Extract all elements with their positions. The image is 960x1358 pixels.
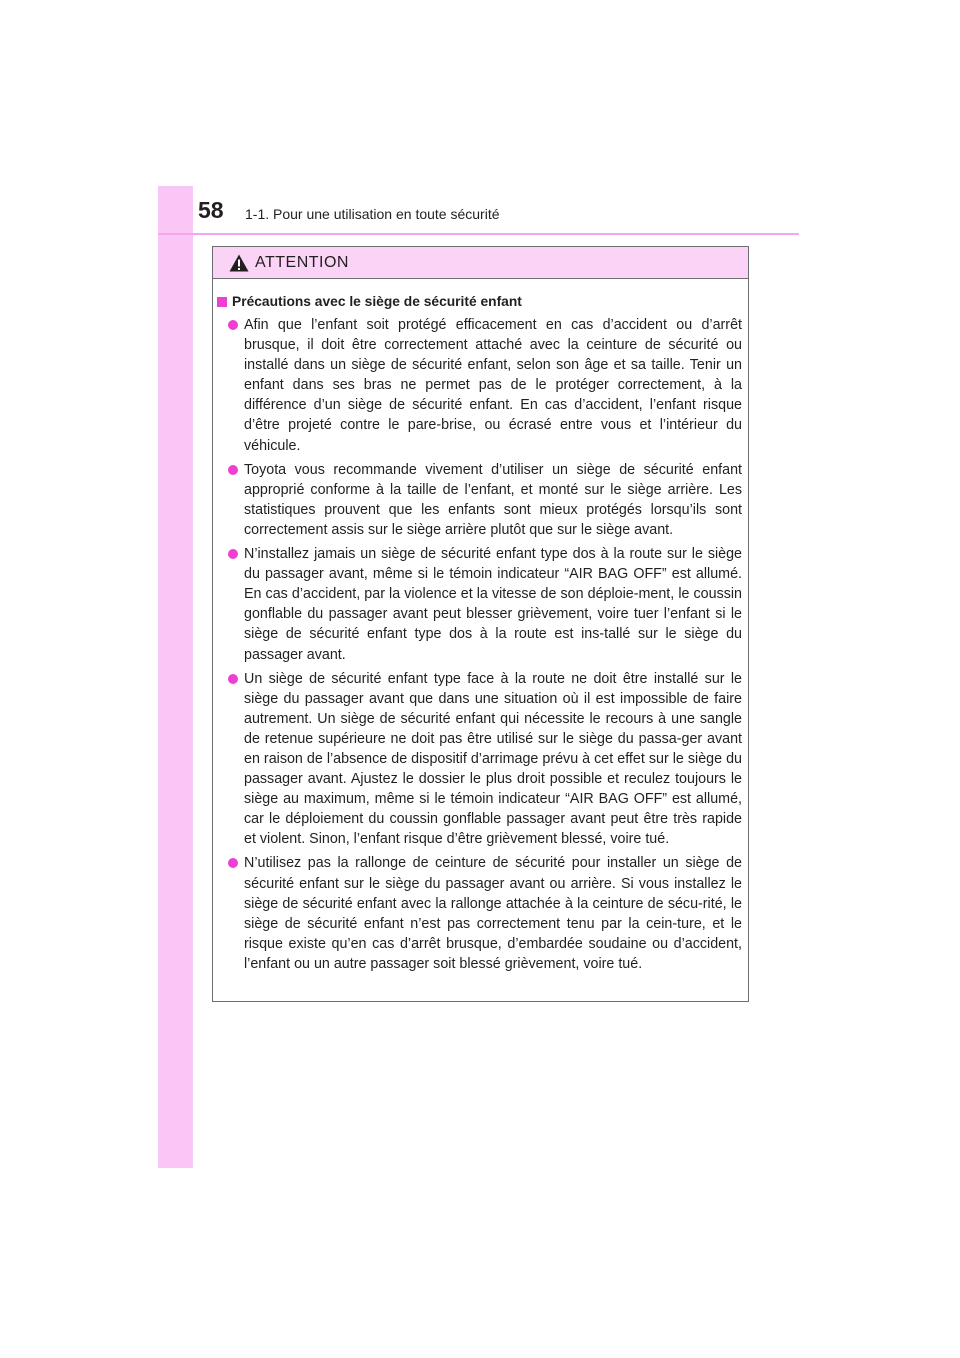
header-rule — [158, 233, 799, 235]
bullet-text: N’utilisez pas la rallonge de ceinture de sécurité pour installer un siège de sécurité enfant sur le siège du passager avant ou arrière. Si vous installez le siège de sécurité enfant avec la rallonge attachée à la ceinture de sécu-rité, le siège de sécurité enfant n’est pas correctement tenu par la cein-ture, et le risque existe qu’en cas d’arrêt brusque, d’embardée soudaine ou d’accident, l’enfant ou un autre passager soit blessé grièvement, voire tué. — [244, 855, 742, 972]
caution-box — [212, 246, 749, 1002]
bullet-text: Un siège de sécurité enfant type face à la route ne doit être installé sur le siège du passager avant que dans une situation où il est impossible de faire autrement. Un siège de sécurité enfant qui nécessite le recours à une sangle de retenue supérieure ne doit pas être utilisé sur le siège du passa-ger avant en raison de l’absence de dispositif d’arrimage prévu à cet effet sur le siège du passager avant. Ajustez le dossier le plus droit possible et reculez toujours le siège au maximum, même si le témoin indicateur “AIR BAG OFF” est allumé, car le déploiement du coussin gonflable passager avant peut être très rapide et violent. Sinon, l’enfant risque d’être grièvement blessé, voire tué. — [244, 670, 742, 848]
caution-subheading — [217, 292, 742, 312]
list-item — [217, 460, 742, 540]
list-item — [217, 669, 742, 850]
caution-body — [213, 279, 748, 974]
page-number: 58 — [198, 197, 224, 223]
bullet-text: Toyota vous recommande vivement d’utiliser un siège de sécurité enfant approprié conforme à la taille de l’enfant, et monté sur le siège arrière. Les statistiques prouvent que les enfants sont mieux protégés lorsqu’ils sont correctement assis sur le siège arrière plutôt que sur le siège avant. — [244, 461, 742, 538]
bullet-text: Afin que l’enfant soit protégé efficacement en cas d’accident ou d’arrêt brusque, il doit être correctement attaché avec la ceinture de sécurité ou installé dans un siège de sécurité enfant, selon son âge et sa taille. Tenir un enfant dans ses bras ne permet pas de le protéger correctement, à la différence d’un siège de sécurité enfant. En cas d’accident, l’enfant risque d’être projeté contre le pare-brise, ou écrasé entre vous et l’intérieur du véhicule. — [244, 317, 742, 454]
caution-header — [213, 247, 748, 279]
bullet-dot-icon — [228, 320, 238, 330]
section-title: 1-1. Pour une utilisation en toute sécurité — [245, 206, 500, 222]
chapter-side-strip — [158, 186, 193, 1168]
bullet-text: N’installez jamais un siège de sécurité enfant type dos à la route sur le siège du passager avant, même si le témoin indicateur “AIR BAG OFF” est allumé. En cas d’accident, par la violence et la vitesse de son déploie-ment, le coussin gonflable du passager avant peut blesser grièvement, voire tuer l’enfant si le siège de sécurité enfant type dos à la route est ins-tallé sur le siège du passager avant. — [244, 546, 742, 663]
list-item — [217, 544, 742, 665]
warning-triangle-icon — [229, 254, 249, 272]
subheading-text: Précautions avec le siège de sécurité enfant — [232, 294, 522, 309]
square-bullet-icon — [217, 297, 227, 307]
list-item — [217, 315, 742, 456]
bullet-dot-icon — [228, 549, 238, 559]
bullet-dot-icon — [228, 858, 238, 868]
list-item — [217, 853, 742, 974]
caution-label: ATTENTION — [255, 253, 349, 271]
bullet-dot-icon — [228, 465, 238, 475]
bullet-dot-icon — [228, 674, 238, 684]
